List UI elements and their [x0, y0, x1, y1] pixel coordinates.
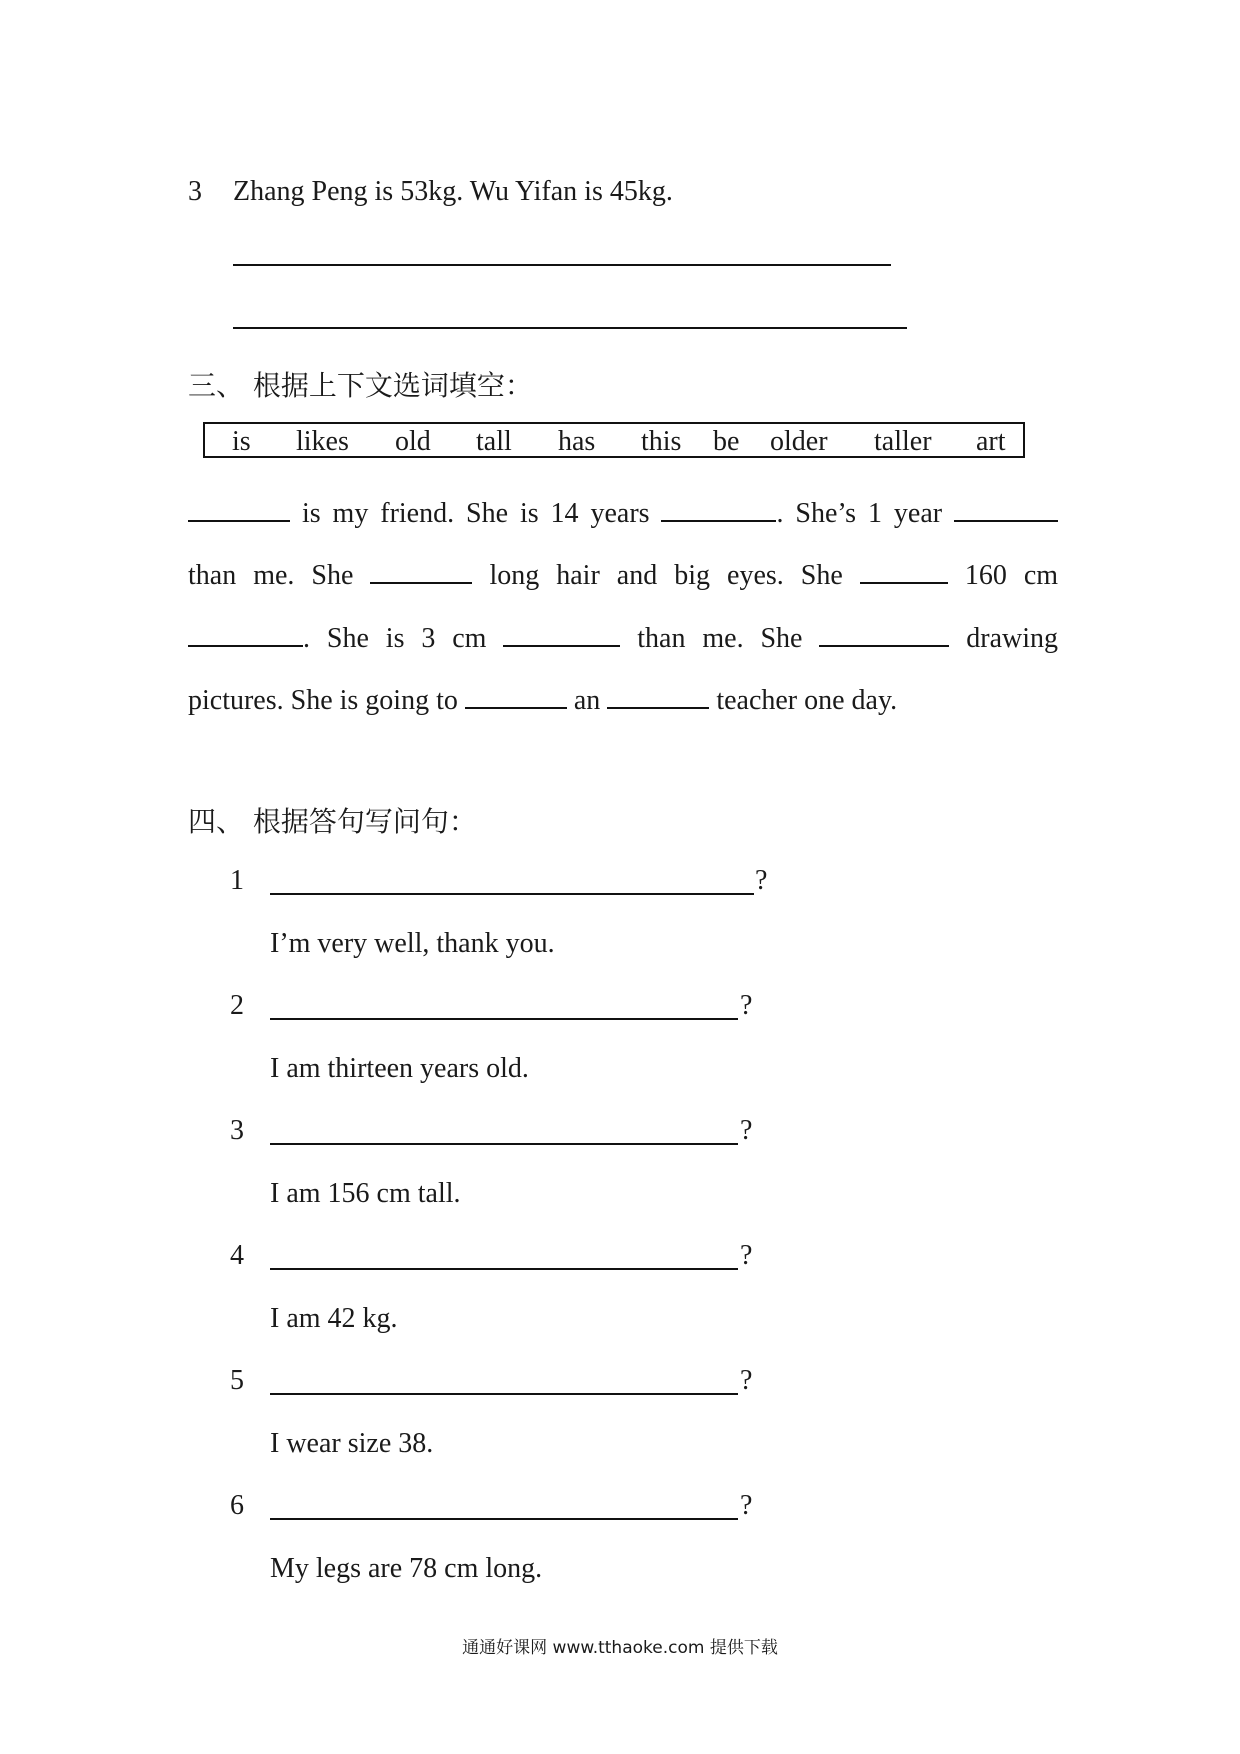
answer-text: My legs are 78 cm long. [270, 1553, 543, 1584]
question-mark: ? [740, 1365, 753, 1396]
section4-heading: 四、 根据答句写问句： [188, 805, 477, 838]
answer-text: I am 42 kg. [270, 1303, 398, 1334]
question-number: 2 [230, 990, 244, 1021]
question-number: 1 [230, 865, 244, 896]
passage-line [188, 617, 1058, 653]
question-number: 6 [230, 1490, 244, 1521]
passage-text: an [573, 685, 601, 716]
passage-line [188, 554, 1058, 590]
item-number: 3 [188, 176, 202, 207]
question-line[interactable] [270, 893, 754, 895]
fill-blank[interactable] [860, 554, 948, 584]
fill-blank[interactable] [188, 617, 303, 647]
word-bank-item: this [641, 426, 682, 457]
answer-text: I am 156 cm tall. [270, 1178, 461, 1209]
passage-text: than me. She [188, 560, 354, 591]
word-bank-item: art [976, 426, 1006, 457]
item-text: Zhang Peng is 53kg. Wu Yifan is 45kg. [233, 176, 673, 207]
question-mark: ? [740, 1115, 753, 1146]
question-number: 4 [230, 1240, 244, 1271]
passage-text: than me. She [637, 623, 803, 654]
passage-line [188, 492, 1058, 528]
answer-line-2[interactable] [233, 327, 907, 329]
passage-line [188, 679, 1058, 715]
word-bank-item: is [232, 426, 251, 457]
passage-text: . She is 3 cm [303, 623, 487, 654]
word-bank-item: taller [874, 426, 932, 457]
question-line[interactable] [270, 1018, 738, 1020]
answer-text: I wear size 38. [270, 1428, 434, 1459]
passage-text: is my friend. She is 14 years [301, 498, 650, 529]
fill-blank[interactable] [819, 617, 949, 647]
question-mark: ? [740, 1240, 753, 1271]
passage-text: pictures. She is going to [188, 685, 458, 716]
fill-blank[interactable] [465, 679, 567, 709]
passage-text: teacher one day. [716, 685, 898, 716]
word-bank-item: has [558, 426, 596, 457]
word-bank-item: older [770, 426, 828, 457]
fill-blank[interactable] [954, 492, 1058, 522]
word-bank-item: likes [296, 426, 349, 457]
fill-blank[interactable] [503, 617, 620, 647]
fill-blank[interactable] [370, 554, 472, 584]
question-line[interactable] [270, 1518, 738, 1520]
passage-text: 160 cm [964, 560, 1059, 591]
question-number: 5 [230, 1365, 244, 1396]
question-line[interactable] [270, 1268, 738, 1270]
question-line[interactable] [270, 1393, 738, 1395]
question-mark: ? [740, 990, 753, 1021]
question-line[interactable] [270, 1143, 738, 1145]
fill-blank[interactable] [661, 492, 776, 522]
passage-text: long hair and big eyes. She [489, 560, 843, 591]
answer-text: I’m very well, thank you. [270, 928, 555, 959]
word-bank-item: old [395, 426, 431, 457]
section3-heading: 三、 根据上下文选词填空： [188, 369, 533, 402]
passage-text: . She’s 1 year [776, 498, 943, 529]
question-mark: ? [740, 1490, 753, 1521]
answer-line-1[interactable] [233, 264, 891, 266]
fill-blank[interactable] [607, 679, 709, 709]
fill-blank[interactable] [188, 492, 290, 522]
question-mark: ? [755, 865, 768, 896]
page-footer: 通通好课网 www.tthaoke.com 提供下载 [462, 1638, 778, 1658]
question-number: 3 [230, 1115, 244, 1146]
answer-text: I am thirteen years old. [270, 1053, 529, 1084]
word-bank-item: be [713, 426, 740, 457]
passage-text: drawing [966, 623, 1059, 654]
word-bank-item: tall [476, 426, 512, 457]
